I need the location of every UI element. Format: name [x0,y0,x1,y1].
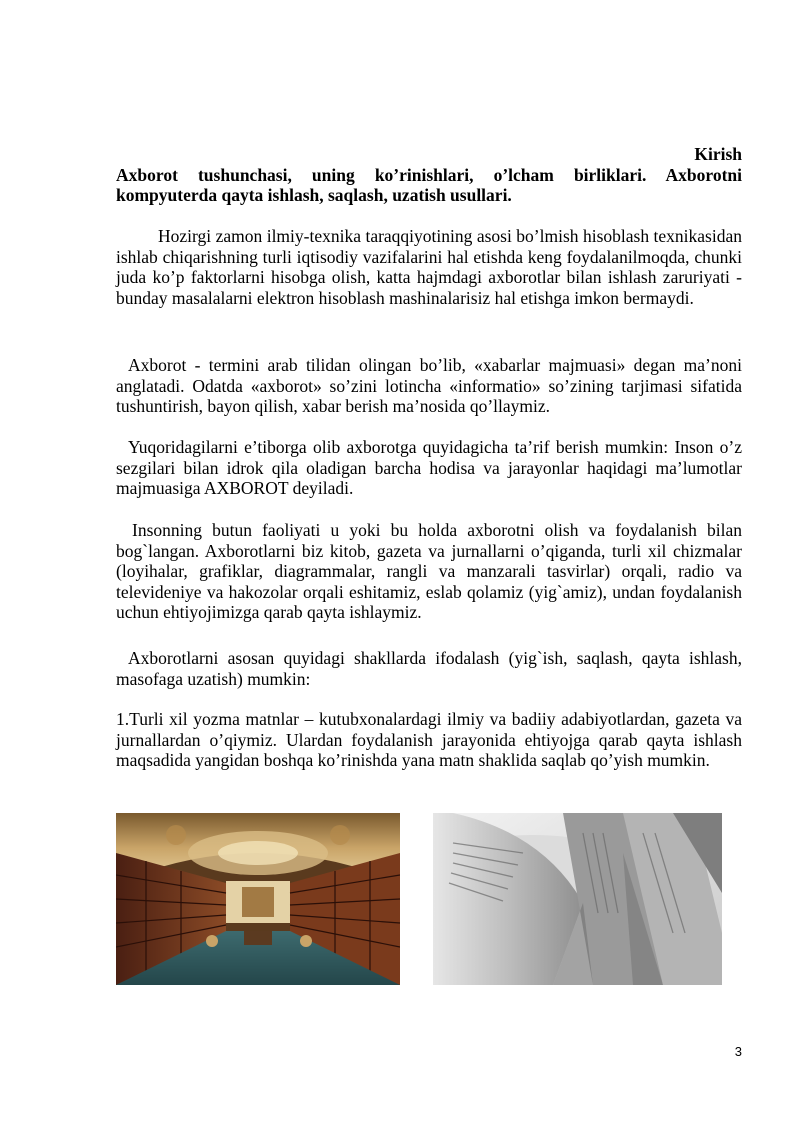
paragraph-6: 1.Turli xil yozma matnlar – kutubxonalardagi ilmiy va badiiy adabiyotlardan, gazeta va jurnallardan o’qiymiz. Ulardan foydalanish jarayonida ehtiyojga qarab qayta ishlash maqsadida yangidan boshqa ko’rinishda yana matn shaklida saqlab qo’yish mumkin. [116,709,742,771]
paragraph-5: Axborotlarni asosan quyidagi shakllarda ifodalash (yig`ish, saqlash, qayta ishlash, masofaga uzatish) mumkin: [116,648,742,689]
paragraph-2: Axborot - termini arab tilidan olingan bo’lib, «xabarlar majmuasi» degan ma’noni anglatadi. Odatda «axborot» so’zini lotincha «informatio» so’zining tarjimasi sifatida tushuntirish, bayon qilish, xabar berish ma’nosida qo’llaymiz. [116,355,742,417]
section-title: Kirish [694,144,742,164]
newspaper-photo [433,813,722,985]
paragraph-4: Insonning butun faoliyati u yoki bu holda axborotni olish va foydalanish bilan bog`langan. Axborotlarni biz kitob, gazeta va jurnallarni o’qiganda, turli xil chizmalar (loyihalar, grafiklar, diagrammalar, rangli va manzarali tasvirlar) orqali, radio va televideniye va hakozolar orqali eshitamiz, eslab qolamiz (yig`amiz), undan foydalanish uchun ehtiyojimizga qarab qayta ishlaymiz. [116,520,742,623]
main-heading: Axborot tushunchasi, uning ko’rinishlari, o’lcham birliklari. Axborotni kompyuterda qayta ishlash, saqlash, uzatish usullari. [116,165,742,205]
page-number: 3 [734,1044,742,1059]
paragraph-1: Hozirgi zamon ilmiy-texnika taraqqiyotining asosi bo’lmish hisoblash texnikasidan ishlab chiqarishning turli iqtisodiy vazifalarini hal etishda keng foydalanilmoqda, chunki juda ko’p faktorlarni hisobga olish, katta hajmdagi axborotlar bilan ishlash zaruriyati - bunday masalalarni elektron hisoblash mashinalarisiz hal etishga imkon bermaydi. [116,226,742,308]
library-photo [116,813,400,985]
paragraph-3: Yuqoridagilarni e’tiborga olib axborotga quyidagicha ta’rif berish mumkin: Inson o’z sezgilari bilan idrok qila oladigan barcha hodisa va jarayonlar haqidagi ma’lumotlar majmuasiga AXBOROT deyiladi. [116,437,742,499]
